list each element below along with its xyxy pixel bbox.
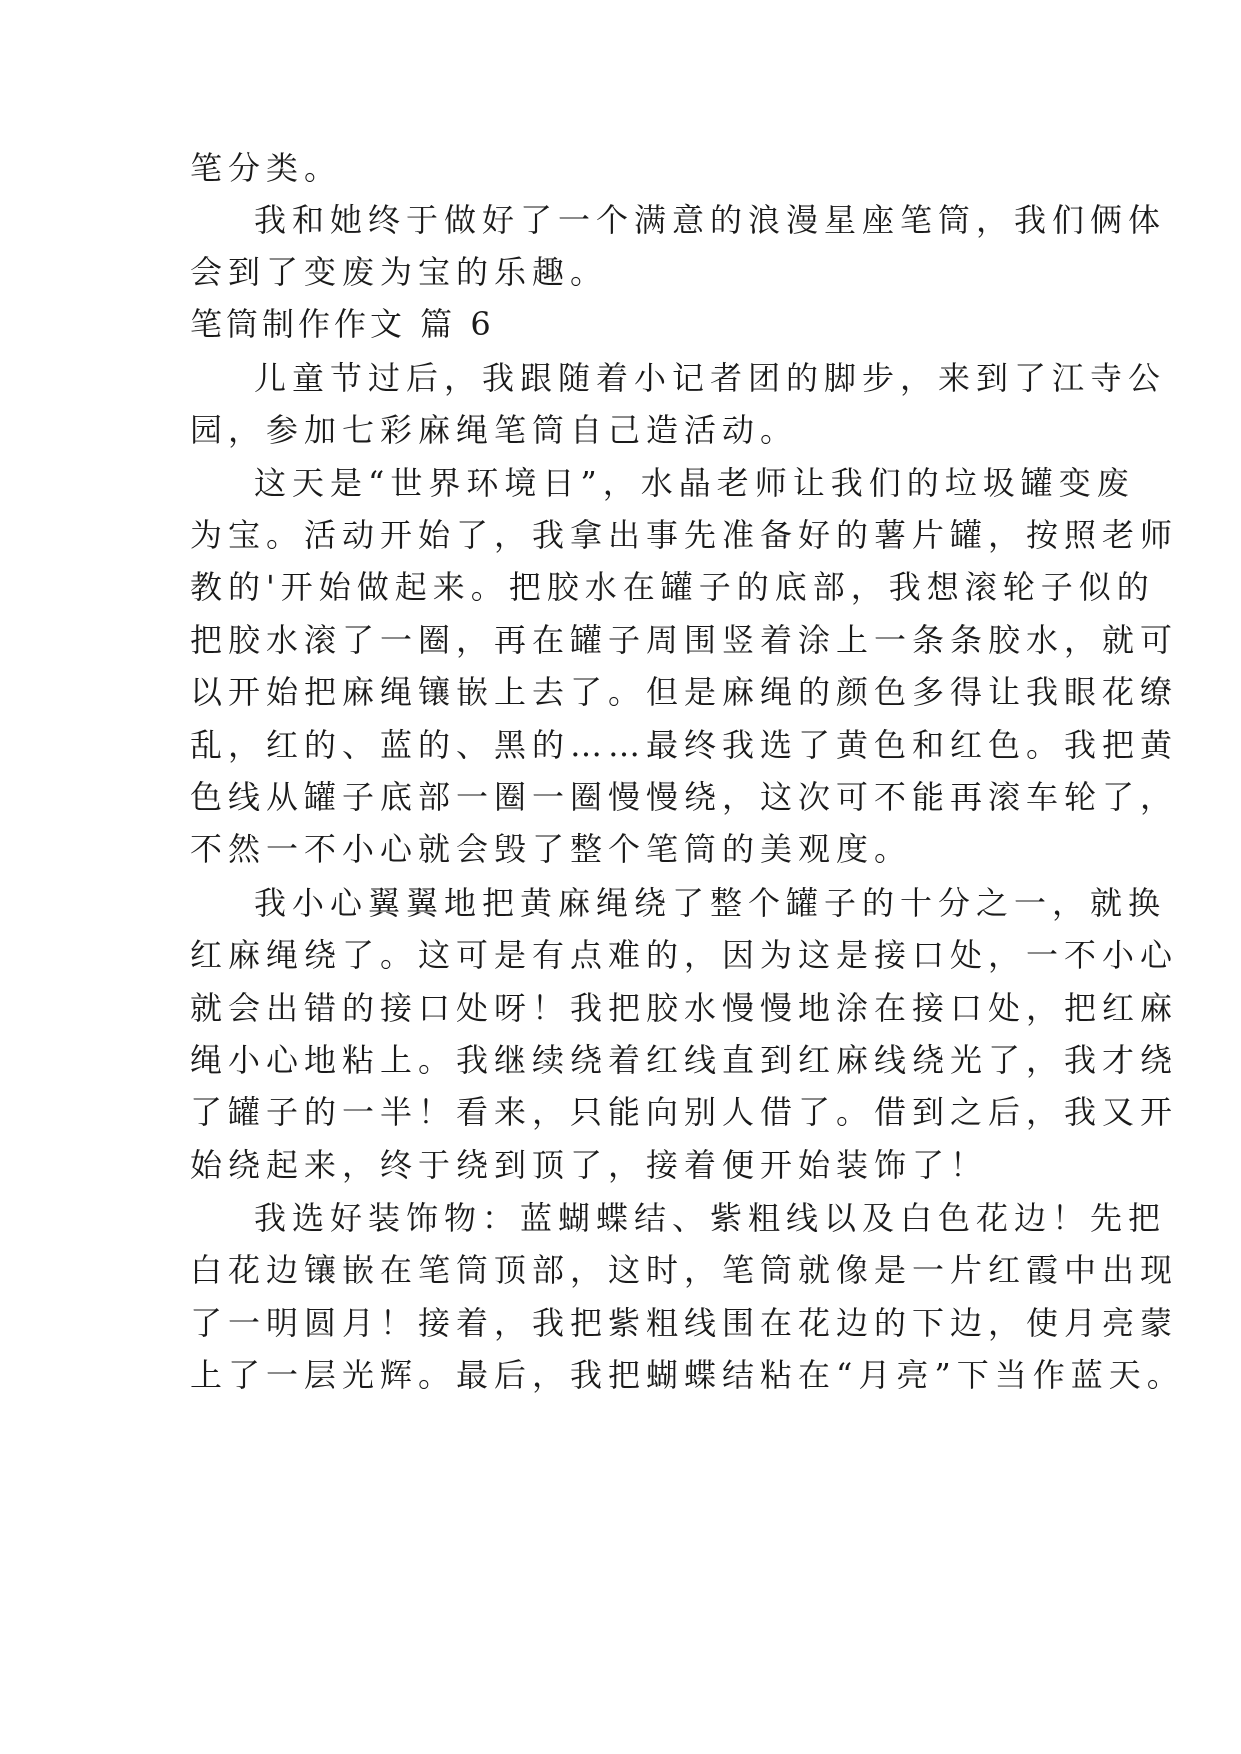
paragraph-first-line: 儿童节过后，我跟随着小记者团的脚步，来到了江寺公: [254, 359, 1167, 397]
text-line: 会到了变废为宝的乐趣。: [190, 253, 609, 291]
text-line: 了一明圆月！接着，我把紫粗线围在花边的下边，使月亮蒙: [190, 1304, 1179, 1342]
text-line: 白花边镶嵌在笔筒顶部，这时，笔筒就像是一片红霞中出现: [190, 1251, 1179, 1289]
text-line: 绳小心地粘上。我继续绕着红线直到红麻线绕光了，我才绕: [190, 1041, 1179, 1079]
paragraph-first-line: 我选好装饰物：蓝蝴蝶结、紫粗线以及白色花边！先把: [254, 1199, 1167, 1237]
text-line: 上了一层光辉。最后，我把蝴蝶结粘在“月亮”下当作蓝天。: [190, 1356, 1185, 1394]
text-line: 色线从罐子底部一圈一圈慢慢绕，这次可不能再滚车轮了，: [190, 778, 1179, 816]
text-line: 以开始把麻绳镶嵌上去了。但是麻绳的颜色多得让我眼花缭: [190, 673, 1179, 711]
text-line: 就会出错的接口处呀！我把胶水慢慢地涂在接口处，把红麻: [190, 989, 1179, 1027]
paragraph-first-line: 我小心翼翼地把黄麻绳绕了整个罐子的十分之一，就换: [254, 884, 1167, 922]
text-line: 笔分类。: [190, 149, 343, 187]
text-line: 始绕起来，终于绕到顶了，接着便开始装饰了！: [190, 1146, 989, 1184]
text-line: 乱，红的、蓝的、黑的……最终我选了黄色和红色。我把黄: [190, 726, 1179, 764]
text-line: 为宝。活动开始了，我拿出事先准备好的薯片罐，按照老师: [190, 516, 1179, 554]
text-line: 不然一不小心就会毁了整个笔筒的美观度。: [190, 830, 913, 868]
text-line: 把胶水滚了一圈，再在罐子周围竖着涂上一条条胶水，就可: [190, 621, 1179, 659]
text-line: 了罐子的一半！看来，只能向别人借了。借到之后，我又开: [190, 1093, 1179, 1131]
text-line: 园，参加七彩麻绳笔筒自己造活动。: [190, 411, 799, 449]
text-line: 教的'开始做起来。把胶水在罐子的底部，我想滚轮子似的: [190, 568, 1155, 606]
section-heading: 笔筒制作作文 篇 6: [190, 305, 495, 343]
paragraph-first-line: 我和她终于做好了一个满意的浪漫星座笔筒，我们俩体: [254, 201, 1167, 239]
text-line: 红麻绳绕了。这可是有点难的，因为这是接口处，一不小心: [190, 936, 1179, 974]
paragraph-first-line: 这天是“世界环境日”，水晶老师让我们的垃圾罐变废: [254, 464, 1135, 502]
